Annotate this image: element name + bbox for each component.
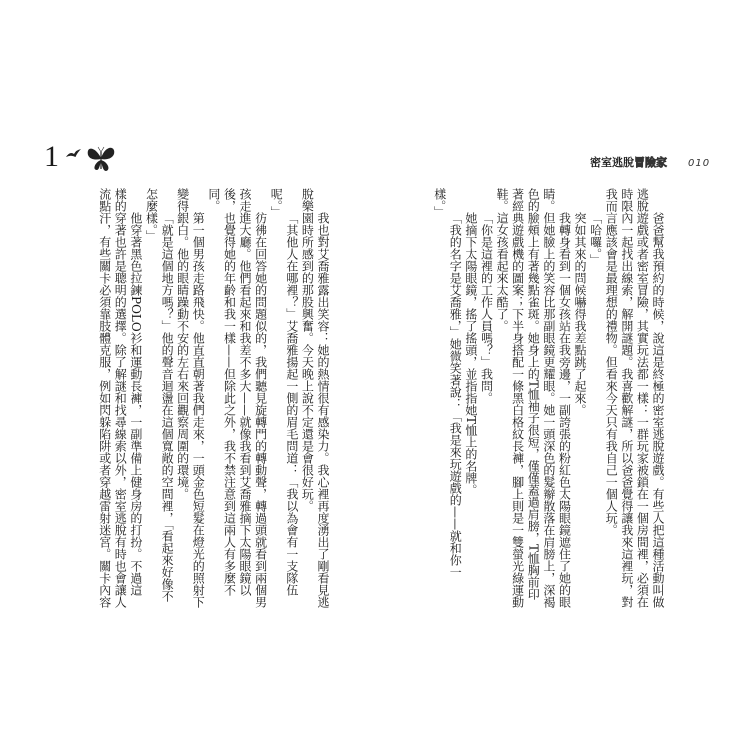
paragraph [571,188,587,608]
text-line: 孩走進大廳。他們看起來和我差不多大——就像我看到艾喬雅摘下太陽眼鏡以 [238,188,253,596]
paragraph [431,188,462,608]
paragraph [587,188,603,608]
text-line: 色的臉頰上有著幾點雀斑。她身上的T恤袖子很短，僅僅蓋過肩膀，T恤胸前印 [526,188,541,601]
paragraph [462,188,478,608]
text-line: 睛。但她臉上的笑容比那副眼鏡更耀眼。她一頭深色的髮辮散落在肩膀上，深褐 [541,188,556,608]
text-line: 我而言應該會是最理想的禮物。但看來今天只有我自己一個人玩。 [604,188,619,536]
running-title-sub: 冒險家 [634,156,667,169]
text-line: 後，也覺得她的年齡和我一樣——但除此之外，我不禁注意到這兩人有多麼不 [222,188,237,596]
text-line: 時限內一起找出線索，解開謎題。我喜歡解謎，所以爸爸覺得讓我來這裡玩，對 [619,188,634,608]
paragraph [493,188,571,608]
text-line: 我也對艾喬雅露出笑容：她的熱情很有感染力。我心裡再度湧出了剛看見逃 [316,212,330,608]
text-line: 脫樂園時所感到的那股興奮。今天晚上說不定還是會很好玩。 [300,188,315,512]
paragraph [96,188,143,608]
paragraph [299,188,330,608]
text-line: 樣。」 [432,188,447,218]
butterfly-icon [88,147,115,171]
text-line: 突如其來的問候嚇得我差點跳了起來。 [573,212,588,416]
running-title-main: 密室逃脫 [590,156,634,169]
text-line: 爸爸幫我預約的時候，說這是終極的密室逃脫遊戲。有些人把這種活動叫做 [651,212,665,608]
text-line: 著經典遊戲機的圖案；下半身搭配一條黑白格紋長褲，腳上則是一雙螢光綠運動 [510,188,525,608]
text-line: 呢。」 [269,188,284,218]
paragraph [603,188,665,608]
text-line: 怎麼樣。」 [144,188,159,242]
text-line: 樣的穿著也許是聰明的選擇。除了解謎和找尋線索以外，密室逃脫有時也會讓人 [113,188,128,608]
chapter-ornament [64,144,116,174]
text-line: 同。 [206,188,221,212]
page-number: 010 [688,158,711,169]
bird-icon [66,149,81,157]
text-line: 她摘下太陽眼鏡，搖了搖頭，並指指她T恤上的名牌。 [463,212,478,497]
text-line: 「哈囉。」 [588,212,603,266]
text-line: 我轉身看到一個女孩站在我旁邊，一副誇張的粉紅色太陽眼鏡遮住了她的眼 [557,212,572,608]
body-text [431,188,665,608]
text-line: 流點汗，有些關卡必須靠肢體克服，例如閃躲陷阱或者穿越雷射迷宮。關卡內容 [97,188,112,608]
text-line: 彷彿在回答她的問題似的，我們聽見旋轉門的轉動聲，轉過頭就看到兩個男 [253,212,268,608]
text-line: 他穿著黑色拉鍊POLO衫和運動長褲，一副準備上健身房的打扮。不過這 [128,212,143,596]
paragraph [478,188,494,608]
text-line: 「我的名字是艾喬雅，」她微笑著說：「我是來玩遊戲的——就和你一 [448,212,463,578]
paragraph [205,188,267,608]
paragraph [143,188,174,608]
text-line: 「你是這裡的工作人員嗎？」我問。 [479,212,494,404]
text-line: 變得銀白。他的眼睛躁動不安的左右來回觀察周圍的環境。 [175,188,190,500]
text-line: 「其他人在哪裡？」艾喬雅揚起一側的眉毛問道：「我以為會有一支隊伍 [284,212,299,596]
running-title [590,156,667,169]
paragraph [174,188,205,608]
text-line: 鞋。這女孩看起來太酷了。 [495,188,510,332]
text-line: 逃脫遊戲或者密室冒險，其實玩法都一樣：一群玩家被鎖在一個房間裡，必須在 [635,188,650,608]
paragraph [268,188,299,608]
right-page [375,0,750,750]
chapter-number: 1 [44,140,59,173]
body-text [96,188,330,608]
text-line: 第一個男孩走路飛快。他直直朝著我們走來，一頭金色短髮在燈光的照射下 [191,212,206,608]
text-line: 「就是這個地方嗎？」他的聲音迴盪在這個寬敞的空間裡，「看起來好像不 [160,212,175,602]
